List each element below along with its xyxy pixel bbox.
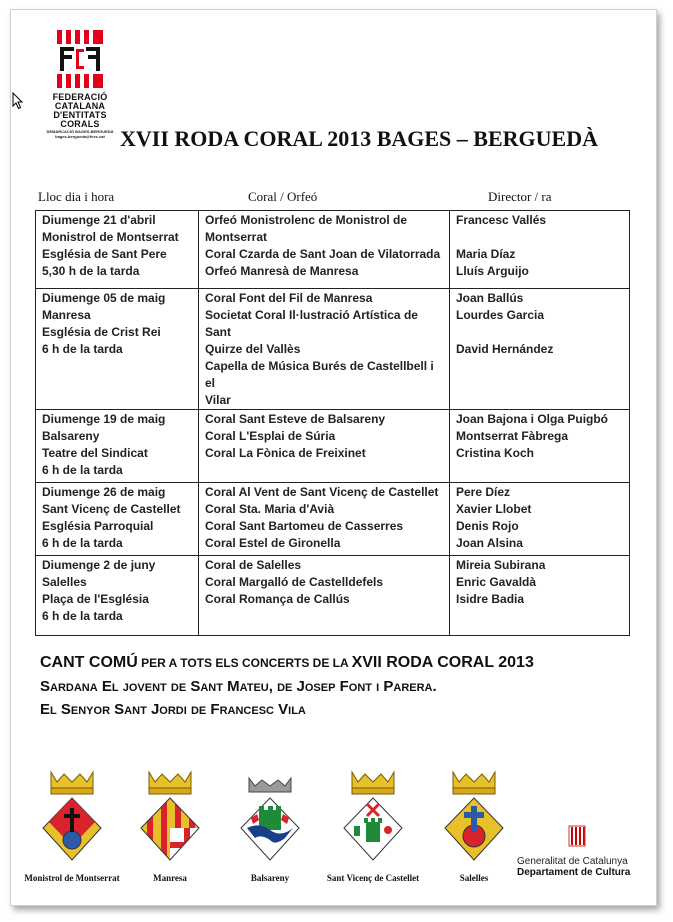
logo-line-2: CATALANA	[54, 101, 106, 111]
cell-line: Diumenge 19 de maig	[42, 412, 166, 426]
cell-line: Lluís Arguijo	[456, 264, 529, 278]
cell-line: Diumenge 05 de maig	[42, 291, 166, 305]
cell-line: 6 h de la tarda	[42, 342, 123, 356]
cell-line: Teatre del Sindicat	[42, 446, 148, 460]
shield-label: Monistrol de Montserrat	[24, 873, 120, 883]
cell-line: 6 h de la tarda	[42, 463, 123, 477]
cell-line: Coral Margalló de Castelldefels	[205, 575, 384, 589]
cell-lloc	[36, 556, 199, 636]
cell-coral	[199, 483, 450, 556]
cell-line: Salelles	[42, 575, 87, 589]
logo-line-4: CORALS	[60, 119, 100, 129]
shield-balsareny	[230, 768, 310, 883]
cell-line: Joan Ballús	[456, 291, 524, 305]
cell-line: Isidre Badia	[456, 592, 525, 606]
cell-line: Diumenge 21 d'abril	[42, 213, 156, 227]
cell-line: Església de Sant Pere	[42, 247, 167, 261]
cell-line: Societat Coral Il·lustració Artística de Sant	[205, 308, 418, 339]
cell-line: Enric Gavaldà	[456, 575, 537, 589]
cell-line: Diumenge 2 de juny	[42, 558, 156, 572]
cell-director	[450, 410, 630, 483]
fcec-logo	[44, 30, 116, 139]
page-title: XVII RODA CORAL 2013 BAGES – BERGUEDÀ	[120, 126, 598, 151]
header-lloc: Lloc dia i hora	[38, 189, 115, 204]
cell-line: Coral L'Esplai de Súria	[205, 429, 336, 443]
cell-line	[456, 229, 623, 246]
generalitat-line-1: Generalitat de Catalunya	[517, 856, 628, 867]
cell-lloc	[36, 289, 199, 410]
schedule-table	[35, 210, 630, 636]
table-row	[36, 211, 630, 289]
cant-comu-line-3: El Senyor Sant Jordi de Francesc Vila	[40, 701, 306, 718]
cell-director	[450, 211, 630, 289]
cell-line: 6 h de la tarda	[42, 536, 123, 550]
sant-vicenc-shield-icon	[338, 768, 408, 868]
cell-coral	[199, 410, 450, 483]
cell-line: Joan Alsina	[456, 536, 523, 550]
shield-label: Balsareny	[250, 873, 290, 883]
cell-line: Lourdes Garcia	[456, 308, 545, 322]
shield-monistrol	[20, 768, 124, 883]
table-row	[36, 410, 630, 483]
cell-line: Església de Crist Rei	[42, 325, 161, 339]
cell-line: Monistrol de Montserrat	[42, 230, 179, 244]
cell-lloc	[36, 211, 199, 289]
generalitat-emblem-icon	[567, 825, 587, 847]
header-coral: Coral / Orfeó	[248, 189, 318, 204]
cell-line: Diumenge 26 de maig	[42, 485, 166, 499]
cell-line: Montserrat Fàbrega	[456, 429, 569, 443]
cant-comu-line-2: Sardana El jovent de Sant Mateu, de Josep Font i Parera.	[40, 678, 437, 695]
cell-line: Coral Sant Esteve de Balsareny	[205, 412, 386, 426]
cell-line: Coral de Salelles	[205, 558, 302, 572]
cell-line: Orfeó Manresà de Manresa	[205, 264, 359, 278]
generalitat-logo	[517, 825, 647, 878]
cell-line: Plaça de l'Església	[42, 592, 149, 606]
table-row	[36, 556, 630, 636]
table-row	[36, 289, 630, 410]
cell-line: Coral Czarda de Sant Joan de Vilatorrada	[205, 247, 441, 261]
cell-line: Capella de Música Burés de Castellbell i el	[205, 359, 434, 390]
cell-line: Coral La Fònica de Freixinet	[205, 446, 366, 460]
cell-line: 6 h de la tarda	[42, 609, 123, 623]
cell-line: Sant Vicenç de Castellet	[42, 502, 181, 516]
monistrol-shield-icon	[37, 768, 107, 868]
cell-line: Església Parroquial	[42, 519, 154, 533]
cell-line: 5,30 h de la tarda	[42, 264, 140, 278]
cell-line: Xavier Llobet	[456, 502, 532, 516]
cell-line: Vilar	[205, 393, 231, 407]
cell-line: Orfeó Monistrolenc de Monistrol de	[205, 213, 408, 227]
generalitat-line-2: Departament de Cultura	[517, 867, 631, 878]
cell-line: Coral Font del Fil de Manresa	[205, 291, 373, 305]
cell-line: Denis Rojo	[456, 519, 519, 533]
cell-lloc	[36, 410, 199, 483]
cant-comu-line-1	[40, 651, 534, 675]
cant-comu-text: PER A TOTS ELS CONCERTS DE LA	[137, 656, 352, 670]
logo-demarcacio: DEMARCACIÓ BAGES-BERGUEDÀ	[46, 129, 114, 134]
logo-name	[44, 93, 116, 129]
cell-line: Coral Sant Bartomeu de Casserres	[205, 519, 404, 533]
cell-line: Joan Bajona i Olga Puigbó	[456, 412, 609, 426]
cell-line: Quirze del Vallès	[205, 342, 301, 356]
manresa-shield-icon	[135, 768, 205, 868]
salelles-shield-icon	[439, 768, 509, 868]
cell-line: Pere Díez	[456, 485, 511, 499]
cell-line: Montserrat	[205, 230, 268, 244]
cell-line: David Hernández	[456, 342, 554, 356]
logo-line-1: FEDERACIÓ	[52, 92, 108, 102]
cant-comu-label: CANT COMÚ	[40, 654, 138, 671]
cell-coral	[199, 289, 450, 410]
header-director: Director / ra	[488, 189, 552, 204]
cell-line: Manresa	[42, 308, 91, 322]
cell-line: Francesc Vallés	[456, 213, 547, 227]
cell-director	[450, 483, 630, 556]
cell-line: Maria Díaz	[456, 247, 516, 261]
cell-line: Cristina Koch	[456, 446, 535, 460]
cant-comu-event: XVII RODA CORAL 2013	[351, 654, 534, 671]
cell-line: Coral Al Vent de Sant Vicenç de Castellet	[205, 485, 439, 499]
shield-label: Manresa	[153, 873, 187, 883]
cell-line: Balsareny	[42, 429, 100, 443]
cell-line: Mireia Subirana	[456, 558, 546, 572]
logo-email: bages-bergueda@fcec.cat	[55, 134, 105, 139]
fcec-logo-icon	[57, 30, 103, 88]
shield-label: Sant Vicenç de Castellet	[326, 873, 420, 883]
shield-sant-vicenc	[318, 768, 428, 883]
cell-line: Coral Romança de Callús	[205, 592, 350, 606]
cant-comu-block	[40, 651, 534, 721]
shield-salelles	[434, 768, 514, 883]
balsareny-shield-icon	[235, 768, 305, 868]
cell-line: Coral Sta. Maria d'Avià	[205, 502, 335, 516]
table-row	[36, 483, 630, 556]
cell-director	[450, 556, 630, 636]
cell-director	[450, 289, 630, 410]
cell-coral	[199, 556, 450, 636]
shield-manresa	[130, 768, 210, 883]
cell-lloc	[36, 483, 199, 556]
shield-label: Salelles	[459, 873, 489, 883]
logo-line-3: D'ENTITATS	[53, 110, 107, 120]
cell-line	[456, 324, 623, 341]
cell-coral	[199, 211, 450, 289]
cell-line: Coral Estel de Gironella	[205, 536, 341, 550]
mouse-cursor-icon	[12, 92, 24, 110]
